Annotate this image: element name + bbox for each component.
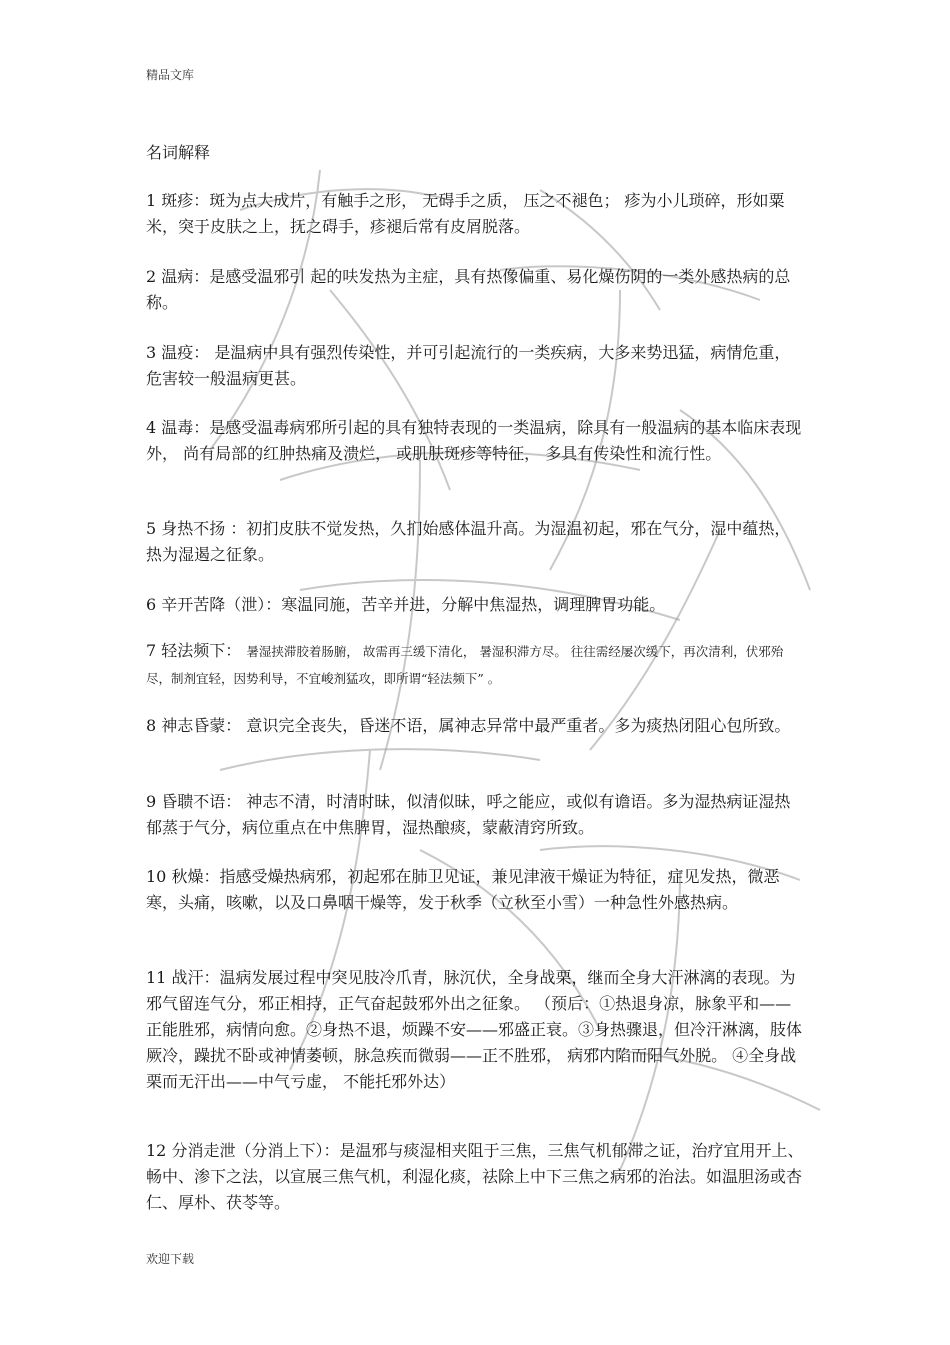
page-header: 精品文库	[146, 68, 195, 82]
entry-3: 3 温疫： 是温病中具有强烈传染性，并可引起流行的一类疾病，大多来势迅猛，病情危重，危害较一般温病更甚。	[146, 343, 791, 388]
section-title: 名词解释	[146, 143, 211, 162]
entry-10: 10 秋燥：指感受燥热病邪，初起邪在肺卫见证，兼见津液干燥证为特征，症见发热，微恶寒，头痛，咳嗽，以及口鼻咽干燥等，发于秋季（立秋至小雪）一种急性外感热病。	[146, 867, 780, 912]
entry-6: 6 辛开苦降（泄）：寒温同施，苦辛并进，分解中焦湿热，调理脾胃功能。	[146, 595, 666, 614]
entry-11: 11 战汗：温病发展过程中突见肢冷爪青，脉沉伏，全身战栗，继而全身大汗淋漓的表现。为邪气留连气分，邪正相持，正气奋起鼓邪外出之征象。 （预后：①热退身凉，脉象平和——正能胜邪，病情向愈。②身热不退，烦躁不安——邪盛正衰。③身热骤退，但冷汗淋漓，肢体厥冷，躁扰不卧或神情萎顿，脉急疾而微弱——正不胜邪， 病邪内陷而阳气外脱。 ④全身战栗而无汗出——中气亏虚， 不能托邪外达）	[146, 968, 803, 1091]
entry-9: 9 昏聩不语： 神志不清，时清时昧，似清似昧，呼之能应，或似有谵语。多为湿热病证湿热郁蒸于气分，病位重点在中焦脾胃，湿热酿痰，蒙蔽清窍所致。	[146, 792, 791, 837]
page-footer: 欢迎下载	[146, 1252, 195, 1266]
entry-2: 2 温病：是感受温邪引 起的呋发热为主症，具有热像偏重、易化燥伤阴的一类外感热病的总称。	[146, 267, 791, 312]
entry-7-text: 暑湿挟滞胶着肠腑， 故需再三缓下清化， 暑湿积滞方尽。 往往需经屡次缓下，再次清利，伏邪殆尽，制剂宜轻，因势利导，不宜峻剂猛攻，即所谓“轻法频下” 。	[146, 644, 784, 686]
entry-5: 5 身热不扬 ：初扪皮肤不觉发热，久扪始感体温升高。为湿温初起，邪在气分，湿中蕴热，热为湿遏之征象。	[146, 519, 791, 564]
entry-7	[146, 638, 806, 692]
entry-1: 1 斑疹：斑为点大成片，有触手之形， 无碍手之质， 压之不褪色； 疹为小儿琐碎，形如粟米，突于皮肤之上，抚之碍手，疹褪后常有皮屑脱落。	[146, 191, 785, 236]
entry-8: 8 神志昏蒙： 意识完全丧失，昏迷不语，属神志异常中最严重者。多为痰热闭阻心包所致。	[146, 716, 791, 735]
entry-12: 12 分消走泄（分消上下）：是温邪与痰湿相夹阻于三焦，三焦气机郁滞之证，治疗宜用开上、畅中、渗下之法，以宣展三焦气机，利湿化痰，祛除上中下三焦之病邪的治法。如温胆汤或杏仁、厚朴、茯苓等。	[146, 1141, 804, 1212]
entry-7-label: 7 轻法频下：	[146, 641, 242, 660]
entry-4: 4 温毒：是感受温毒病邪所引起的具有独特表现的一类温病，除具有一般温病的基本临床表现外， 尚有局部的红肿热痛及溃烂， 或肌肤斑疹等特征， 多具有传染性和流行性。	[146, 418, 802, 463]
